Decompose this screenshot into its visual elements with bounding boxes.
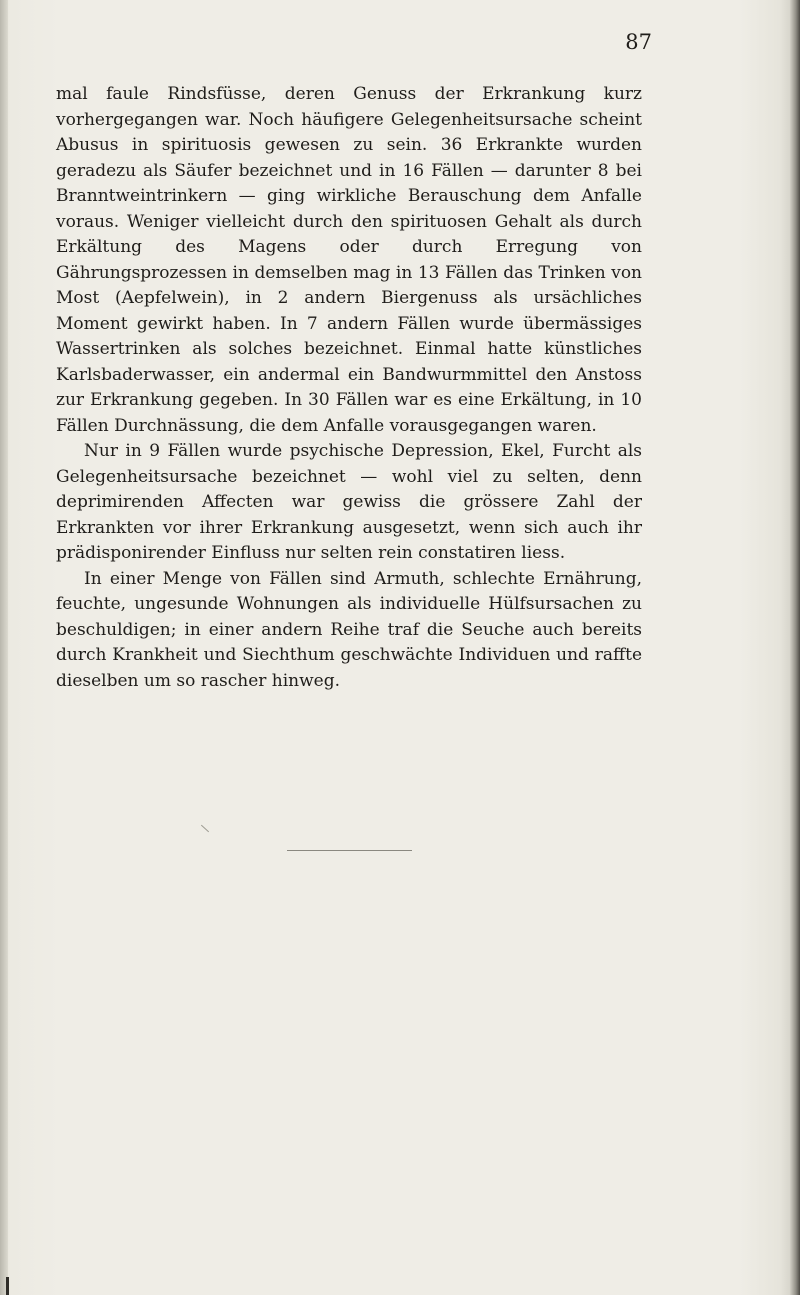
paragraph-3: In einer Menge von Fällen sind Armuth, schlechte Ernährung, feuchte, ungesunde Wohnungen als individuelle Hülfsursachen zu beschuldigen; in einer andern Reihe traf die Seuche auch bereits durch Krankheit und Siechthum geschwächte Individuen und raffte dieselben um so rascher hinweg. xyxy=(56,568,642,691)
stray-mark xyxy=(201,825,209,832)
page-right-edge xyxy=(790,0,800,1295)
section-end-rule xyxy=(287,850,412,851)
page-left-edge xyxy=(0,0,8,1295)
page-number: 87 xyxy=(625,30,652,54)
paragraph-1: mal faule Rindsfüsse, deren Genuss der Erkrankung kurz vorhergegangen war. Noch häufigere Gelegenheitsursache scheint Abusus in spirituosis gewesen zu sein. 36 Erkrankte wurden geradezu als Säufer bezeichnet und in 16 Fällen — darunter 8 bei Branntweintrinkern — ging wirkliche Berauschung dem Anfalle voraus. Weniger vielleicht durch den spirituosen Gehalt als durch Erkältung des Magens oder durch Erregung von Gährungsprozessen in demselben mag in 13 Fällen das Trinken von Most (Aepfelwein), in 2 andern Biergenuss als ursächliches Moment gewirkt haben. In 7 andern Fällen wurde übermässiges Wassertrinken als solches bezeichnet. Einmal hatte künstliches Karlsbaderwasser, ein andermal ein Bandwurmmittel den Anstoss zur Erkrankung gegeben. In 30 Fällen war es eine Erkältung, in 10 Fällen Durchnässung, die dem Anfalle vorausgegangen waren. xyxy=(56,84,642,436)
paragraph-2: Nur in 9 Fällen wurde psychische Depression, Ekel, Furcht als Gelegenheitsursache bezeichnet — wohl viel zu selten, denn deprimirenden Affecten war gewiss die grössere Zahl der Erkrankten vor ihrer Erkrankung ausgesetzt, wenn sich auch ihr prädisponirender Einfluss nur selten rein constatiren liess. xyxy=(56,441,642,563)
binding-mark xyxy=(6,1277,9,1295)
body-text xyxy=(56,82,642,694)
